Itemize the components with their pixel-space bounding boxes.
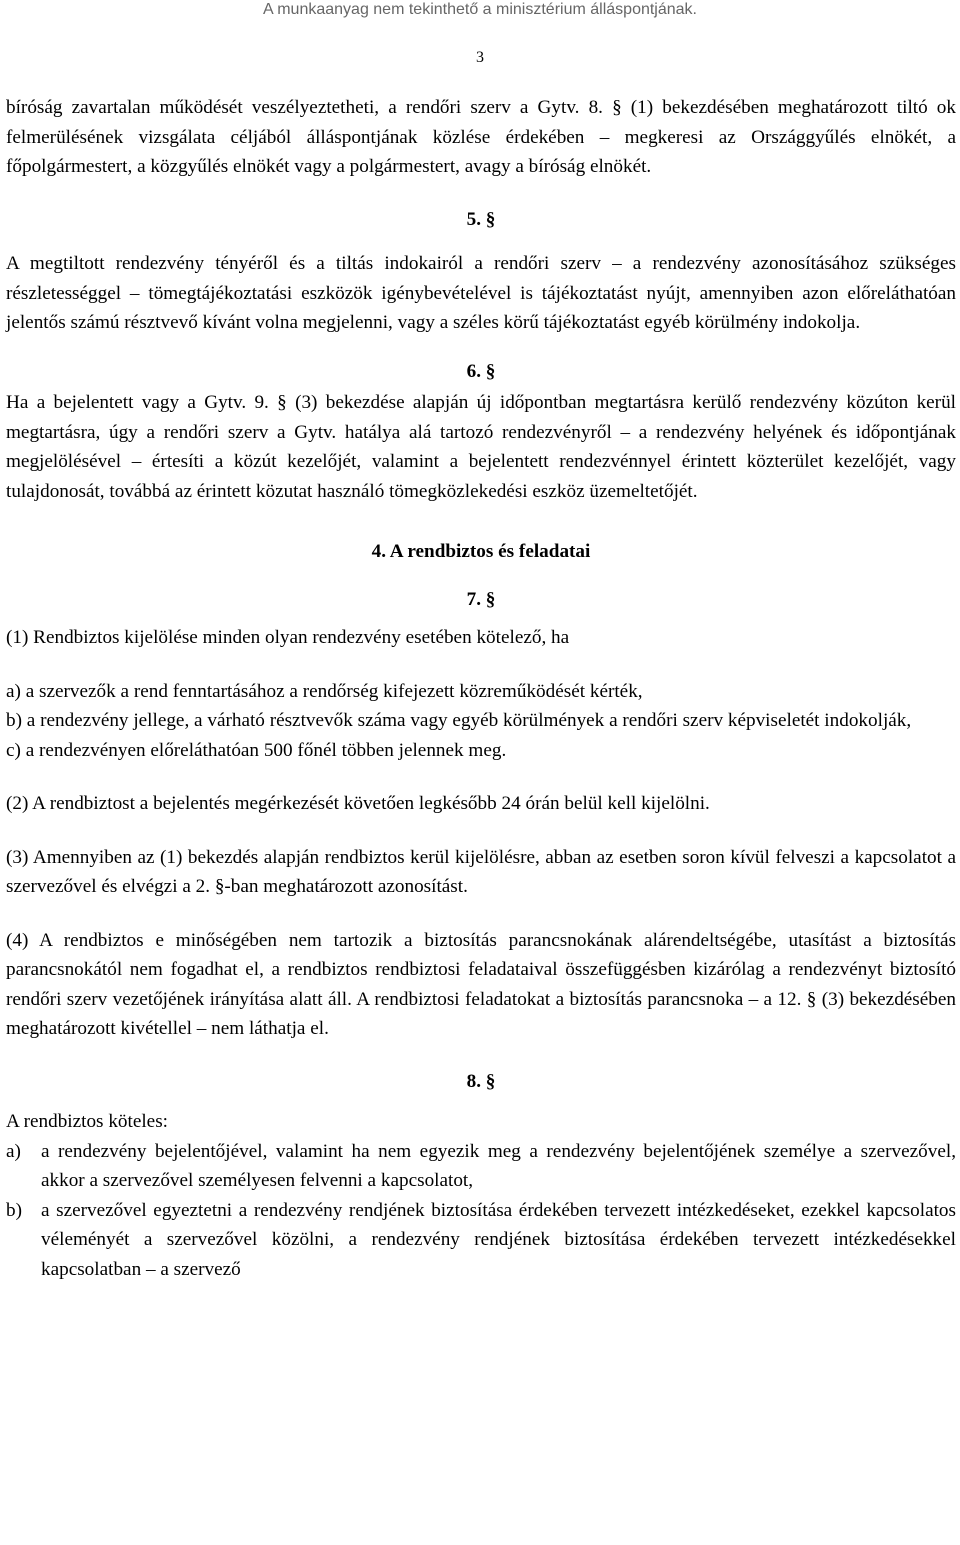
chapter-4-heading: 4. A rendbiztos és feladatai (371, 541, 591, 562)
section-7-paragraph-4: (4) A rendbiztos e minőségében nem tartozik a biztosítás parancsnokának alárendeltségébe, utasítást a biztosítás parancsnokától nem fogadhat el, a rendbiztos rendbiztosi feladataival összefüggésben kizárólag a rendezvényt biztosító rendőri szerv vezetőjének irányítása alatt áll. A rendbiztosi feladatokat a biztosítás parancsnoka – a 12. § (3) bekezdésében meghatározott kivétellel – nem láthatja el. (6, 929, 956, 1039)
section-7-paragraph-2: (2) A rendbiztost a bejelentés megérkezését követően legkésőbb 24 órán belül kell kijelölni. (6, 793, 710, 814)
page-number: 3 (476, 49, 484, 66)
section-7-item-a: a) a szervezők a rend fenntartásához a rendőrség kifejezett közreműködését kérték, (6, 680, 643, 702)
intro-paragraph: bíróság zavartalan működését veszélyeztetheti, a rendőri szerv a Gytv. 8. § (1) bekezdésében meghatározott tiltó ok felmerülésének vizsgálata céljából álláspontjának közlése érdekében – megkeresi az Országgyűlés elnökét, a főpolgármestert, a közgyűlés elnökét vagy a polgármestert, avagy a bíróság elnökét. (6, 97, 956, 177)
list-marker: b) (6, 1199, 22, 1221)
section-7-paragraph-3: (3) Amennyiben az (1) bekezdés alapján rendbiztos kerül kijelölésre, abban az esetben soron kívül felveszi a kapcsolatot a szervezővel és elvégzi a 2. §-ban meghatározott azonosítást. (6, 846, 956, 897)
list-item-text: a rendezvény bejelentőjével, valamint ha nem egyezik meg a rendezvény bejelentőjének személye a szervezővel, akkor a szervezővel személyesen felvenni a kapcsolatot, (41, 1140, 956, 1191)
list-item-text: a szervezővel egyeztetni a rendezvény rendjének biztosítása érdekében tervezett intézkedéseket, ezekkel kapcsolatos véleményét a szervezővel közölni, a rendezvény rendjének biztosítása érdekében tervezett intézkedésekkel kapcsolatban – a szervező (41, 1199, 956, 1280)
section-8-item-b (6, 1196, 956, 1285)
section-7-item-b: b) a rendezvény jellege, a várható résztvevők száma vagy egyéb körülmények a rendőri szerv képviseletét indokolják, (6, 710, 912, 731)
section-8-item-a (6, 1137, 956, 1196)
section-5-text: A megtiltott rendezvény tényéről és a tiltás indokairól a rendőri szerv – a rendezvény azonosításához szükséges részletességgel – tömegtájékoztatási eszközök igénybevételével is tájékoztatást nyújt, amennyiben azon előreláthatóan jelentős számú résztvevő kívánt volna megjelenni, vagy a széles körű tájékoztatást egyéb körülmény indokolja. (6, 253, 956, 333)
section-6-text: Ha a bejelentett vagy a Gytv. 9. § (3) bekezdése alapján új időpontban megtartásra kerülő rendezvény közúton kerül megtartásra, úgy a rendőri szerv a Gytv. hatálya alá tartozó rendezvényről – a rendezvény helyének és időpontjának megjelölésével – értesíti a közút kezelőjét, valamint a bejelentett rendezvénnyel érintett közterület kezelőjét, vagy tulajdonosát, továbbá az érintett közutat használó tömegközlekedési eszköz üzemeltetőjét. (6, 392, 956, 502)
section-7-paragraph-1: (1) Rendbiztos kijelölése minden olyan rendezvény esetében kötelező, ha (6, 627, 570, 648)
section-8-intro: A rendbiztos köteles: (6, 1111, 168, 1132)
document-body (6, 93, 956, 1284)
section-8-heading: 8. § (466, 1070, 496, 1092)
section-6-heading: 6. § (466, 360, 496, 382)
page-header-disclaimer: A munkaanyag nem tekinthető a minisztérium álláspontjának. (262, 1, 697, 18)
list-marker: a) (6, 1140, 21, 1162)
section-7-heading: 7. § (466, 588, 496, 610)
section-7-item-c: c) a rendezvényen előreláthatóan 500 főnél többen jelennek meg. (6, 739, 507, 761)
section-5-heading: 5. § (466, 208, 496, 230)
